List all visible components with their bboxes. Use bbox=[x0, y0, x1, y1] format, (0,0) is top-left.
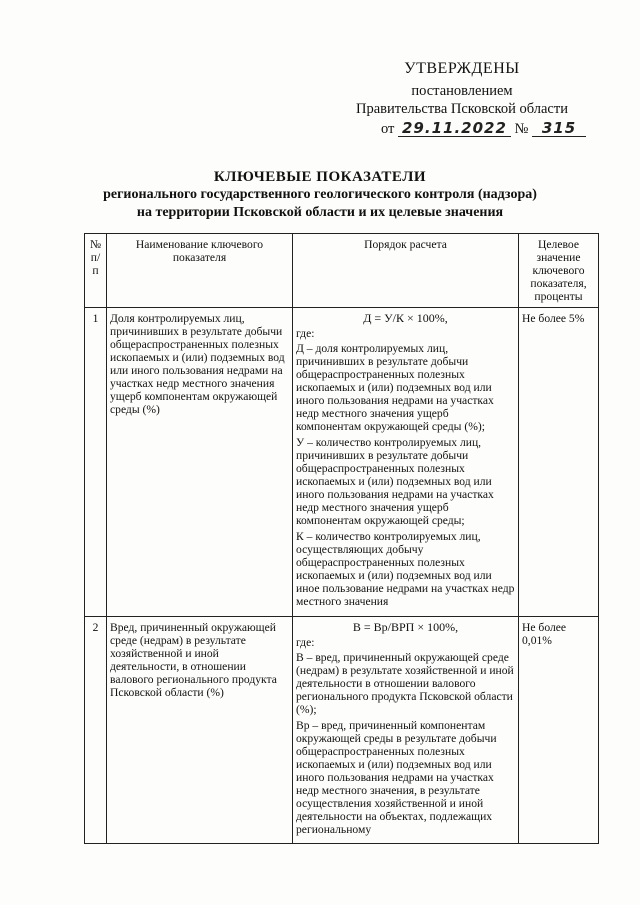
header-name: Наименование ключевого показателя bbox=[107, 234, 293, 308]
row-num: 2 bbox=[85, 617, 107, 844]
heading-sub-1: регионального государственного геологического контроля (надзора) bbox=[103, 187, 537, 202]
row-formula: Д = У/К × 100%, bbox=[363, 311, 448, 325]
row-definition: У – количество контролируемых лиц, причинивших в результате добычи общераспространенных полезных ископаемых и (или) подземных вод или иного пользования недрами на участках недр местного значения ущерб компонентам окружающей среды; bbox=[296, 436, 494, 527]
approval-line-government: Правительства Псковской области bbox=[356, 101, 568, 117]
table-header-row bbox=[85, 234, 599, 308]
header-target: Целевое значение ключевого показателя, проценты bbox=[519, 234, 599, 308]
approval-number: 315 bbox=[532, 120, 586, 137]
date-prefix: от bbox=[380, 121, 395, 137]
row-target: Не более 0,01% bbox=[519, 617, 599, 844]
approval-date-line bbox=[332, 120, 592, 138]
row-num: 1 bbox=[85, 308, 107, 617]
row-name: Доля контролируемых лиц, причинивших в результате добычи общераспространенных полезных ископаемых и (или) подземных вод или иного пользования недрами на участках недр местного значения ущерб компонентам окружающей среды (%) bbox=[107, 308, 293, 617]
row-definition: Д – доля контролируемых лиц, причинивших в результате добычи общераспространенных полезных ископаемых и (или) подземных вод или иного пользования недрами на участках недр местного значения ущерб компонентам окружающей среды (%); bbox=[296, 342, 494, 433]
document-heading bbox=[0, 168, 640, 222]
row-where: где: bbox=[296, 327, 315, 340]
number-prefix: № bbox=[514, 121, 529, 137]
row-name: Вред, причиненный окружающей среде (недрам) в результате хозяйственной и иной деятельности, в отношении валового регионального продукта Псковской области (%) bbox=[107, 617, 293, 844]
row-calc bbox=[293, 308, 519, 617]
approval-line-resolution: постановлением bbox=[411, 83, 513, 99]
row-calc bbox=[293, 617, 519, 844]
approval-block bbox=[332, 60, 592, 138]
approval-date: 29.11.2022 bbox=[398, 120, 511, 137]
header-num: № п/п bbox=[85, 234, 107, 308]
indicators-table bbox=[84, 233, 599, 844]
approval-title: УТВЕРЖДЕНЫ bbox=[404, 60, 520, 77]
header-calc: Порядок расчета bbox=[293, 234, 519, 308]
row-definition: В – вред, причиненный окружающей среде (недрам) в результате хозяйственной и иной деятельности в отношении валового регионального продукта Псковской области (%); bbox=[296, 651, 514, 716]
table-row bbox=[85, 617, 599, 844]
heading-sub-2: на территории Псковской области и их целевые значения bbox=[136, 205, 504, 220]
row-formula: В = Вр/ВРП × 100%, bbox=[352, 620, 459, 634]
heading-main: КЛЮЧЕВЫЕ ПОКАЗАТЕЛИ bbox=[213, 169, 427, 185]
row-target: Не более 5% bbox=[519, 308, 599, 617]
table-row bbox=[85, 308, 599, 617]
row-where: где: bbox=[296, 636, 315, 649]
row-definition: Вр – вред, причиненный компонентам окружающей среды в результате добычи общераспространенных полезных ископаемых и (или) подземных вод или иного пользования недрами на участках недр местного значения, в результате осуществления хозяйственной и иной деятельности на объектах, подлежащих региональному bbox=[296, 719, 497, 836]
row-definition: К – количество контролируемых лиц, осуществляющих добычу общераспространенных полезных ископаемых и (или) подземных вод или иное пользование недрами на участках недр местного значения bbox=[296, 530, 515, 608]
